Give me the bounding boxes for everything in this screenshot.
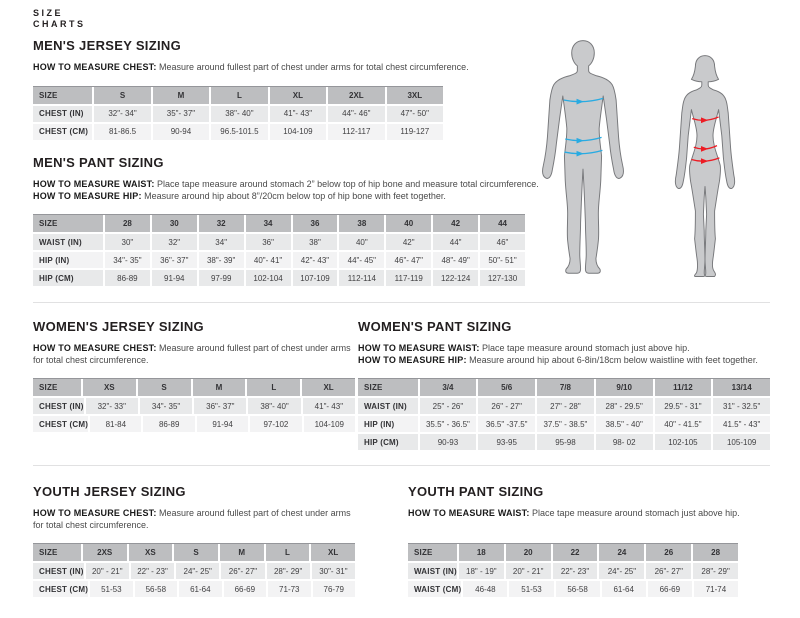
value-cell: 112-114 <box>337 270 384 286</box>
mens-jersey-size-table <box>33 86 443 140</box>
measure-note-label: HOW TO MEASURE HIP: <box>33 190 142 201</box>
value-cell: 20" - 21" <box>84 563 129 579</box>
value-cell: 30" <box>103 234 150 250</box>
value-cell: 127-130 <box>478 270 525 286</box>
value-cell: 66-69 <box>646 581 692 597</box>
mens-pant-size-table <box>33 214 525 286</box>
male-body-silhouette <box>543 41 624 274</box>
row-label-cell: WAIST (IN) <box>39 237 82 247</box>
value-cell: 41"- 43" <box>268 106 326 122</box>
column-header-cell: 42 <box>431 215 478 232</box>
value-cell: 18" - 19" <box>457 563 504 579</box>
section-heading: MEN'S JERSEY SIZING <box>33 38 181 53</box>
column-header-cell: 9/10 <box>594 379 653 396</box>
table-header-row <box>358 379 770 396</box>
value-cell: 42"- 43" <box>291 252 338 268</box>
measure-note-label: HOW TO MEASURE WAIST: <box>33 179 155 189</box>
value-cell: 66-69 <box>222 581 266 597</box>
table-row <box>33 124 443 140</box>
table-row <box>33 270 525 286</box>
measure-note-label: HOW TO MEASURE CHEST: <box>33 343 157 353</box>
value-cell: 41.5" - 43" <box>711 416 770 432</box>
section-heading: YOUTH JERSEY SIZING <box>33 484 186 499</box>
column-header-cell: 28 <box>103 215 150 232</box>
female-figure-illustration <box>669 54 741 283</box>
column-header-cell: 3/4 <box>418 379 477 396</box>
table-row <box>408 581 738 597</box>
column-header-cell: XS <box>81 379 136 396</box>
value-cell: 117-119 <box>384 270 431 286</box>
column-header-cell: M <box>218 544 264 561</box>
column-header-cell: 28 <box>691 544 738 561</box>
row-label-cell: HIP (CM) <box>364 437 399 447</box>
column-header-cell: 26 <box>644 544 691 561</box>
measure-note: HOW TO MEASURE WAIST: Place tape measure around stomach just above hip. <box>358 343 690 353</box>
table-header-row <box>408 544 738 561</box>
section-mens-jersey <box>33 38 469 140</box>
value-cell: 44"- 46" <box>326 106 384 122</box>
value-cell: 29.5" - 31" <box>653 398 712 414</box>
section-heading: YOUTH PANT SIZING <box>408 484 544 499</box>
value-cell: 46" <box>478 234 525 250</box>
page-title <box>33 8 86 30</box>
value-cell: 37.5" - 38.5" <box>535 416 594 432</box>
value-cell: 32" <box>150 234 197 250</box>
table-row <box>408 563 738 579</box>
value-cell: 98- 02 <box>594 434 653 450</box>
column-header-cell: 20 <box>504 544 551 561</box>
measure-note: HOW TO MEASURE WAIST: Place tape measure around stomach 2” below top of hip bone and measure total circumference. <box>33 179 539 189</box>
measure-note-label: HOW TO MEASURE CHEST: <box>33 62 157 72</box>
value-cell: 26"- 27" <box>219 563 264 579</box>
column-header-cell: 18 <box>457 544 504 561</box>
value-cell: 34" <box>197 234 244 250</box>
value-cell: 42" <box>384 234 431 250</box>
value-cell: 46"- 47" <box>384 252 431 268</box>
column-header-cell: 36 <box>291 215 338 232</box>
value-cell: 35.5" - 36.5" <box>418 416 477 432</box>
column-header-cell: M <box>191 379 246 396</box>
value-cell: 32"- 34" <box>92 106 150 122</box>
value-cell: 34"- 35" <box>103 252 150 268</box>
value-cell: 50"- 51" <box>478 252 525 268</box>
value-cell: 91-94 <box>150 270 197 286</box>
measure-note: HOW TO MEASURE CHEST: Measure around fullest part of chest under arms for total chest circumference. <box>33 62 469 72</box>
column-header-cell: 3XL <box>385 87 443 104</box>
value-cell: 91-94 <box>195 416 248 432</box>
value-cell: 122-124 <box>431 270 478 286</box>
value-cell: 25" - 26" <box>418 398 477 414</box>
row-label-cell: CHEST (IN) <box>39 109 84 118</box>
table-row <box>33 234 525 250</box>
value-cell: 38"- 40" <box>246 398 300 414</box>
column-header-cell: 30 <box>150 215 197 232</box>
column-header-cell: 2XS <box>81 544 127 561</box>
section-divider <box>33 302 770 303</box>
value-cell: 40"- 41" <box>244 252 291 268</box>
value-cell: 51-53 <box>507 581 553 597</box>
value-cell: 38"- 40" <box>209 106 267 122</box>
value-cell: 28"- 29" <box>691 563 738 579</box>
table-header-row <box>33 215 525 232</box>
column-header-cell: 34 <box>244 215 291 232</box>
row-label-cell: CHEST (IN) <box>39 566 84 576</box>
measure-note: HOW TO MEASURE HIP: Measure around hip about 8”/20cm below top of hip bone with feet together. <box>33 190 446 201</box>
value-cell: 40" <box>337 234 384 250</box>
value-cell: 56-58 <box>554 581 600 597</box>
female-body-silhouette <box>675 56 734 277</box>
value-cell: 86-89 <box>103 270 150 286</box>
section-heading: WOMEN'S PANT SIZING <box>358 319 512 334</box>
value-cell: 93-95 <box>476 434 535 450</box>
value-cell: 61-64 <box>177 581 221 597</box>
column-header-cell: M <box>151 87 209 104</box>
value-cell: 107-109 <box>291 270 338 286</box>
row-label-cell: CHEST (CM) <box>39 419 89 429</box>
value-cell: 26"- 27" <box>644 563 691 579</box>
value-cell: 24"- 25" <box>597 563 644 579</box>
value-cell: 22"- 23" <box>551 563 598 579</box>
value-cell: 32"- 33" <box>84 398 138 414</box>
table-row <box>33 252 525 268</box>
table-header-row <box>33 544 355 561</box>
value-cell: 76-79 <box>311 581 355 597</box>
section-womens-pant <box>358 319 770 450</box>
column-header-cell: 13/14 <box>711 379 770 396</box>
section-womens-jersey <box>33 319 355 432</box>
measure-note: HOW TO MEASURE CHEST: Measure around fullest part of chest under arms for total chest circumference. <box>33 508 351 530</box>
value-cell: 104-109 <box>302 416 355 432</box>
column-header-cell: 22 <box>551 544 598 561</box>
row-label-cell: WAIST (CM) <box>414 584 462 594</box>
row-label-cell: HIP (CM) <box>39 273 74 283</box>
value-cell: 102-105 <box>653 434 712 450</box>
table-row <box>33 416 355 432</box>
column-header-cell: 40 <box>384 215 431 232</box>
row-label-cell: CHEST (IN) <box>39 401 84 411</box>
value-cell: 22" - 23" <box>129 563 174 579</box>
row-label-cell: SIZE <box>39 548 58 557</box>
value-cell: 104-109 <box>268 124 326 140</box>
value-cell: 36"- 37" <box>192 398 246 414</box>
page-title-line2: CHARTS <box>33 19 86 29</box>
column-header-cell: L <box>264 544 310 561</box>
column-header-cell: 7/8 <box>535 379 594 396</box>
value-cell: 81-84 <box>88 416 141 432</box>
value-cell: 61-64 <box>600 581 646 597</box>
value-cell: 26" - 27" <box>476 398 535 414</box>
womens-pant-size-table <box>358 378 770 450</box>
value-cell: 38.5" - 40" <box>594 416 653 432</box>
youth-jersey-size-table <box>33 543 355 597</box>
measure-note: HOW TO MEASURE HIP: Measure around hip about 6-8in/18cm below waistline with feet together. <box>358 354 758 365</box>
value-cell: 20" - 21" <box>504 563 551 579</box>
section-divider <box>33 465 770 466</box>
row-label-cell: SIZE <box>414 548 433 557</box>
table-row <box>33 398 355 414</box>
table-header-row <box>33 87 443 104</box>
table-row <box>33 581 355 597</box>
row-label-cell: SIZE <box>364 383 383 392</box>
measure-notes <box>33 179 539 202</box>
womens-jersey-size-table <box>33 378 355 432</box>
column-header-cell: XS <box>127 544 173 561</box>
value-cell: 112-117 <box>326 124 384 140</box>
column-header-cell: 44 <box>478 215 525 232</box>
value-cell: 97-102 <box>248 416 301 432</box>
measure-note-label: HOW TO MEASURE CHEST: <box>33 508 157 518</box>
column-header-cell: 24 <box>597 544 644 561</box>
table-row <box>358 434 770 450</box>
measure-note-label: HOW TO MEASURE HIP: <box>358 354 467 365</box>
column-header-cell: 11/12 <box>653 379 712 396</box>
section-heading: MEN'S PANT SIZING <box>33 155 164 170</box>
value-cell: 119-127 <box>385 124 443 140</box>
row-label-cell: SIZE <box>39 219 58 228</box>
measure-notes <box>33 62 469 74</box>
value-cell: 38" <box>291 234 338 250</box>
value-cell: 51-53 <box>88 581 132 597</box>
table-row <box>33 563 355 579</box>
section-mens-pant <box>33 155 539 286</box>
row-label-cell: HIP (IN) <box>39 255 70 265</box>
page-title-line1: SIZE <box>33 8 64 18</box>
row-label-cell: SIZE <box>39 90 58 100</box>
value-cell: 102-104 <box>244 270 291 286</box>
value-cell: 44"- 45" <box>337 252 384 268</box>
section-heading: WOMEN'S JERSEY SIZING <box>33 319 204 334</box>
value-cell: 71-74 <box>692 581 738 597</box>
measure-note: HOW TO MEASURE CHEST: Measure around fullest part of chest under arms for total chest circumference. <box>33 343 351 365</box>
value-cell: 41"- 43" <box>301 398 355 414</box>
value-cell: 90-94 <box>151 124 209 140</box>
column-header-cell: XL <box>309 544 355 561</box>
value-cell: 35"- 37" <box>151 106 209 122</box>
youth-pant-size-table <box>408 543 738 597</box>
column-header-cell: 38 <box>337 215 384 232</box>
value-cell: 96.5-101.5 <box>209 124 267 140</box>
value-cell: 38"- 39" <box>197 252 244 268</box>
measure-note-label: HOW TO MEASURE WAIST: <box>358 343 480 353</box>
male-figure-illustration <box>541 39 625 283</box>
table-header-row <box>33 379 355 396</box>
value-cell: 31" - 32.5" <box>711 398 770 414</box>
column-header-cell: S <box>172 544 218 561</box>
measure-notes <box>33 343 355 366</box>
column-header-cell: 2XL <box>326 87 384 104</box>
value-cell: 28"- 29" <box>265 563 310 579</box>
value-cell: 56-58 <box>133 581 177 597</box>
section-youth-jersey <box>33 484 355 597</box>
measure-notes <box>358 343 770 366</box>
value-cell: 30"- 31" <box>310 563 355 579</box>
value-cell: 97-99 <box>197 270 244 286</box>
table-row <box>358 416 770 432</box>
column-header-cell: XL <box>268 87 326 104</box>
value-cell: 40" - 41.5" <box>653 416 712 432</box>
value-cell: 34"- 35" <box>138 398 192 414</box>
measure-notes <box>408 508 738 531</box>
value-cell: 24"- 25" <box>174 563 219 579</box>
value-cell: 46-48 <box>461 581 507 597</box>
column-header-cell: S <box>92 87 150 104</box>
row-label-cell: WAIST (IN) <box>414 566 457 576</box>
column-header-cell: XL <box>300 379 355 396</box>
row-label-cell: CHEST (CM) <box>39 127 89 136</box>
section-youth-pant <box>408 484 738 597</box>
column-header-cell: L <box>245 379 300 396</box>
column-header-cell: S <box>136 379 191 396</box>
row-label-cell: HIP (IN) <box>364 419 395 429</box>
row-label-cell: CHEST (CM) <box>39 584 89 594</box>
table-row <box>33 106 443 122</box>
value-cell: 105-109 <box>711 434 770 450</box>
value-cell: 71-73 <box>266 581 310 597</box>
row-label-cell: SIZE <box>39 383 58 392</box>
column-header-cell: 5/6 <box>476 379 535 396</box>
measure-notes <box>33 508 355 531</box>
value-cell: 36"- 37" <box>150 252 197 268</box>
value-cell: 36" <box>244 234 291 250</box>
column-header-cell: 32 <box>197 215 244 232</box>
value-cell: 47"- 50" <box>385 106 443 122</box>
value-cell: 36.5" -37.5" <box>476 416 535 432</box>
table-row <box>358 398 770 414</box>
value-cell: 86-89 <box>141 416 194 432</box>
value-cell: 48"- 49" <box>431 252 478 268</box>
value-cell: 81-86.5 <box>92 124 150 140</box>
measure-note-label: HOW TO MEASURE WAIST: <box>408 508 530 518</box>
value-cell: 90-93 <box>418 434 477 450</box>
row-label-cell: WAIST (IN) <box>364 401 407 411</box>
value-cell: 27" - 28" <box>535 398 594 414</box>
value-cell: 28" - 29.5" <box>594 398 653 414</box>
value-cell: 95-98 <box>535 434 594 450</box>
measure-note: HOW TO MEASURE WAIST: Place tape measure around stomach just above hip. <box>408 508 740 518</box>
value-cell: 44" <box>431 234 478 250</box>
column-header-cell: L <box>209 87 267 104</box>
